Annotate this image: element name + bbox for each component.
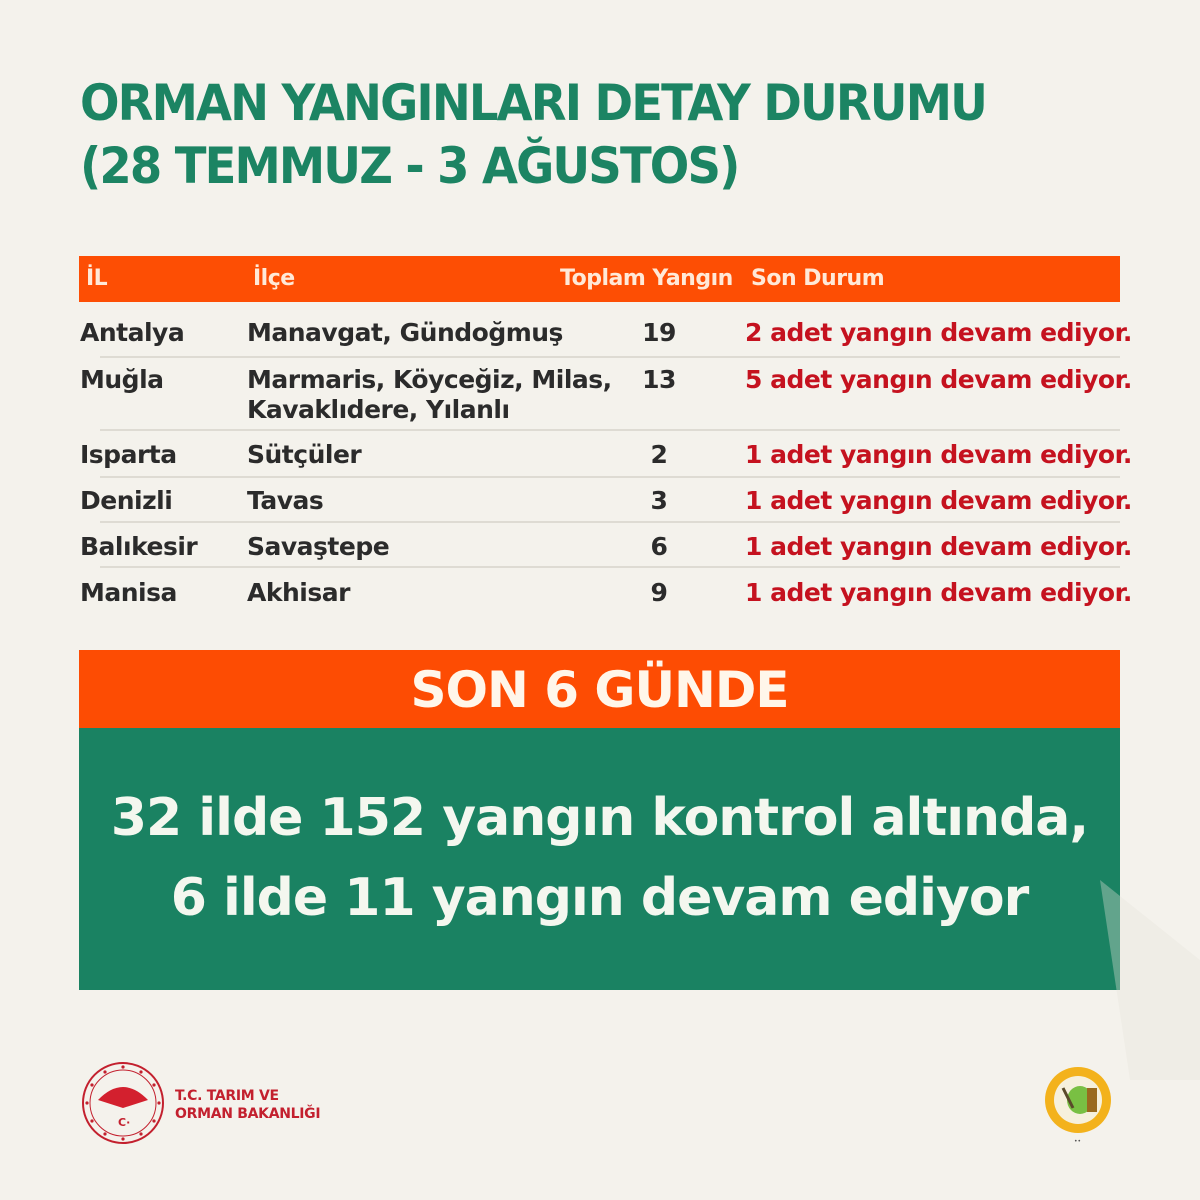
cell-toplam: 6 <box>650 532 668 561</box>
summary-line-1: 32 ilde 152 yangın kontrol altında, <box>110 788 1089 848</box>
cell-ilce: Savaştepe <box>247 532 390 561</box>
cell-il: Denizli <box>80 486 173 515</box>
header-ilce: İlçe <box>253 266 295 291</box>
cell-toplam: 2 <box>650 440 668 469</box>
cell-toplam: 3 <box>650 486 668 515</box>
summary-box <box>79 728 1120 990</box>
cell-il: Muğla <box>80 365 164 394</box>
summary-banner: SON 6 GÜNDE <box>79 650 1120 728</box>
svg-text:C·: C· <box>118 1116 131 1129</box>
ministry-name: T.C. TARIM VE ORMAN BAKANLIĞI <box>175 1088 321 1122</box>
cell-toplam: 19 <box>642 318 676 347</box>
forestry-logo <box>1033 1058 1123 1148</box>
svg-text:••: •• <box>1074 1138 1082 1145</box>
cell-il: Isparta <box>80 440 177 469</box>
cell-toplam: 13 <box>642 365 676 394</box>
cell-ilce: Sütçüler <box>247 440 362 469</box>
summary-line-2: 6 ilde 11 yangın devam ediyor <box>170 868 1029 928</box>
row-divider <box>100 356 1120 358</box>
cell-durum: 1 adet yangın devam ediyor. <box>745 486 1132 515</box>
cell-il: Balıkesir <box>80 532 198 561</box>
row-divider <box>100 521 1120 523</box>
cell-ilce: Marmaris, Köyceğiz, Milas, <box>247 365 612 394</box>
header-toplam: Toplam Yangın <box>560 266 733 291</box>
table-header <box>79 256 1120 302</box>
cell-il: Manisa <box>80 578 177 607</box>
cell-ilce-line2: Kavaklıdere, Yılanlı <box>247 395 510 424</box>
row-divider <box>100 566 1120 568</box>
cell-ilce: Akhisar <box>247 578 350 607</box>
watermark-shape-icon <box>1100 880 1200 1080</box>
ministry-logo <box>80 1060 380 1140</box>
cell-ilce: Tavas <box>247 486 324 515</box>
header-il: İL <box>86 266 108 291</box>
forestry-directorate-emblem-icon <box>1033 1058 1123 1148</box>
title-line-1: ORMAN YANGINLARI DETAY DURUMU <box>80 74 987 132</box>
title-line-2: (28 TEMMUZ - 3 AĞUSTOS) <box>80 137 739 195</box>
header-durum: Son Durum <box>751 266 885 291</box>
cell-durum: 1 adet yangın devam ediyor. <box>745 578 1132 607</box>
cell-toplam: 9 <box>650 578 668 607</box>
cell-ilce: Manavgat, Gündoğmuş <box>247 318 563 347</box>
cell-durum: 1 adet yangın devam ediyor. <box>745 532 1132 561</box>
row-divider <box>100 476 1120 478</box>
cell-durum: 2 adet yangın devam ediyor. <box>745 318 1132 347</box>
row-divider <box>100 429 1120 431</box>
cell-durum: 5 adet yangın devam ediyor. <box>745 365 1132 394</box>
cell-durum: 1 adet yangın devam ediyor. <box>745 440 1132 469</box>
cell-il: Antalya <box>80 318 185 347</box>
ministry-emblem-icon <box>80 1060 166 1146</box>
page-title <box>80 72 1054 198</box>
